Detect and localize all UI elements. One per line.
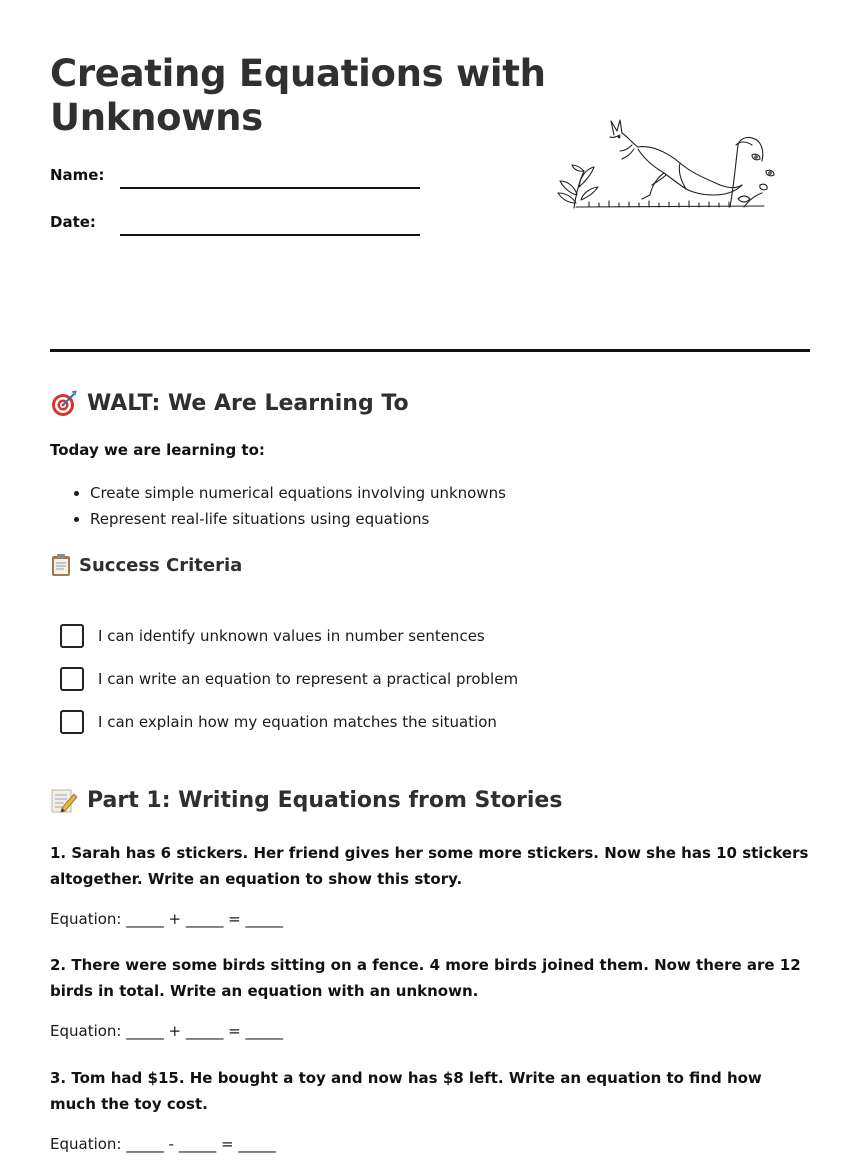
criteria-checkbox[interactable]: [60, 667, 84, 691]
walt-intro: Today we are learning to:: [50, 441, 265, 459]
clipboard-icon: [50, 553, 72, 577]
question-3: 3. Tom had $15. He bought a toy and now has $8 left. Write an equation to find how much the toy cost.: [50, 1069, 762, 1113]
criteria-item: [60, 624, 485, 648]
header-divider: [50, 349, 810, 352]
target-icon: [50, 389, 78, 417]
walt-heading-text: WALT: We Are Learning To: [87, 390, 409, 416]
criteria-item: [60, 667, 518, 691]
criteria-label: I can write an equation to represent a practical problem: [98, 670, 519, 688]
equation-3[interactable]: Equation: _____ - _____ = _____: [50, 1135, 276, 1153]
date-field[interactable]: [120, 234, 420, 236]
criteria-item: [60, 710, 497, 734]
criteria-checkbox[interactable]: [60, 710, 84, 734]
part1-heading-text: Part 1: Writing Equations from Stories: [87, 787, 563, 813]
question-2: 2. There were some birds sitting on a fence. 4 more birds joined them. Now there are 12 birds in total. Write an equation with an unknown.: [50, 956, 801, 1000]
memo-pencil-icon: [50, 786, 78, 814]
kangaroo-illustration: [554, 115, 790, 215]
criteria-checkbox[interactable]: [60, 624, 84, 648]
worksheet-title: Creating Equations with Unknowns: [50, 52, 546, 139]
list-item: • Represent real-life situations using equations: [90, 506, 506, 532]
criteria-label: I can explain how my equation matches the situation: [98, 713, 497, 731]
success-criteria-heading: [50, 553, 242, 577]
equation-2[interactable]: Equation: _____ + _____ = _____: [50, 1022, 283, 1040]
success-criteria-heading-text: Success Criteria: [79, 554, 243, 576]
walt-list: [50, 480, 506, 532]
criteria-label: I can identify unknown values in number sentences: [98, 627, 485, 645]
date-label: Date:: [50, 213, 96, 231]
list-item: • Create simple numerical equations involving unknowns: [90, 480, 506, 506]
part1-heading: [50, 786, 562, 814]
equation-1[interactable]: Equation: _____ + _____ = _____: [50, 910, 283, 928]
name-label: Name:: [50, 166, 105, 184]
walt-heading: [50, 389, 409, 417]
question-1: 1. Sarah has 6 stickers. Her friend gives her some more stickers. Now she has 10 stickers altogether. Write an equation to show this story.: [50, 844, 809, 888]
name-field[interactable]: [120, 187, 420, 189]
